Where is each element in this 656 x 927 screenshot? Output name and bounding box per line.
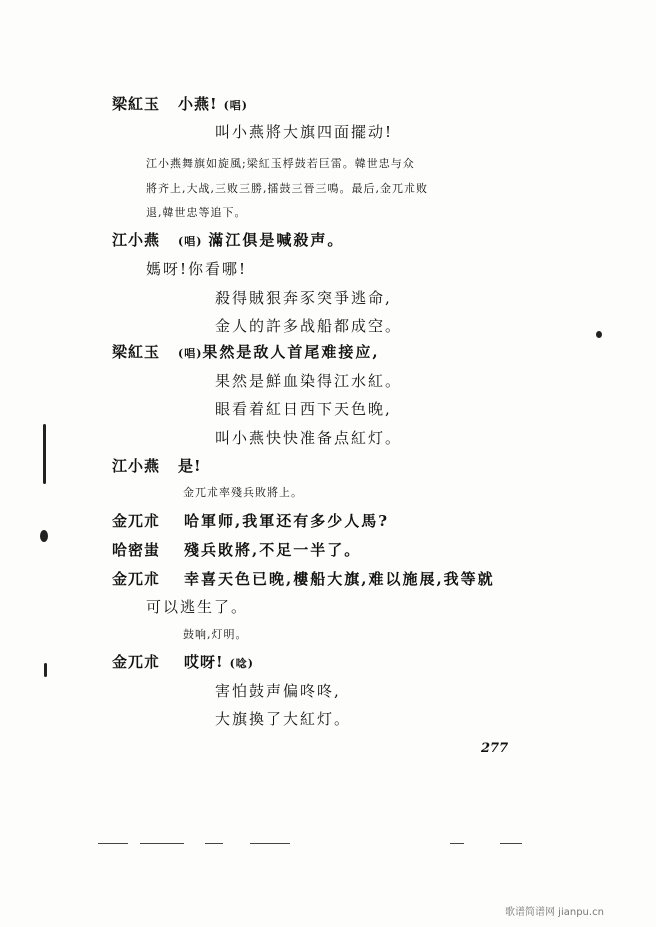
sung-line: 害怕鼓声偏咚咚, [215,682,341,700]
stage-direction: 金兀朮率殘兵敗將上。 [183,486,303,499]
stage-direction: 退,韓世忠等追下。 [146,206,247,219]
speaker-name: 梁紅玉 [112,343,161,361]
speaker-name: 金兀朮 [112,653,161,671]
dialogue-text: 小燕! [178,95,218,113]
scan-mark [44,663,47,677]
scan-dash [140,843,184,844]
sung-line: 叫小燕快快准备点紅灯。 [215,429,403,447]
scan-speck [40,530,48,542]
stage-direction: 將齐上,大战,三败三勝,擂鼓三晉三鳴。最后,金兀朮败 [146,182,428,195]
dialogue-text: 果然是敌人首尾难接应, [202,343,380,361]
scan-dash [205,843,223,844]
sung-line: 眼看着紅日西下天色晚, [215,400,392,418]
sung-line: 大旗換了大紅灯。 [215,710,352,728]
watermark: 歌谱简谱网 jianpu.cn [505,907,604,918]
dialogue-line [112,341,380,362]
speaker-name: 金兀朮 [112,570,161,588]
dialogue-line [112,510,389,531]
speaker-name: 哈密蚩 [112,541,161,559]
speaker-name: 金兀朮 [112,512,161,530]
dialogue-text: 殘兵敗將,不足一半了。 [184,541,362,559]
scan-mark [43,424,46,484]
scan-dash [450,843,464,844]
sung-line: 叫小燕將大旗四面擺动! [215,123,394,141]
stage-note: (唱) [178,347,203,360]
sung-line: 果然是鮮血染得江水紅。 [215,372,403,390]
dialogue-text: 媽呀!你看哪! [146,260,248,278]
sung-line: 殺得賊狠奔豕突爭逃命, [215,289,392,307]
speaker-name: 梁紅玉 [112,95,161,113]
scan-dash [500,843,522,844]
dialogue-text: 幸喜天色已晚,樓船大旗,难以施展,我等就 [184,570,495,588]
dialogue-text: 可以逃生了。 [146,598,249,616]
sung-line: 金人的許多战船都成空。 [215,317,403,335]
stage-note: (唱) [178,235,203,248]
scan-speck [596,331,602,338]
dialogue-line [112,651,254,672]
dialogue-line [112,93,248,114]
stage-note: (唸) [229,657,255,670]
dialogue-line [112,568,495,589]
dialogue-line [112,229,344,250]
stage-direction: 江小燕舞旗如旋風;梁紅玉桴鼓若巨雷。韓世忠与众 [146,157,415,170]
dialogue-text: 哈軍师,我軍还有多少人馬? [184,512,390,530]
dialogue-text: 滿江俱是喊殺声。 [208,231,345,249]
speaker-name: 江小燕 [112,457,161,475]
dialogue-line [112,539,361,560]
dialogue-text: 是! [178,457,202,475]
scan-dash [98,843,128,844]
dialogue-text: 哎呀! [184,653,224,671]
stage-direction: 鼓响,灯明。 [183,628,248,641]
scan-dash [250,843,290,844]
speaker-name: 江小燕 [112,231,161,249]
dialogue-line [112,455,202,476]
stage-note: (唱) [223,99,249,112]
page-number: 277 [481,741,509,756]
